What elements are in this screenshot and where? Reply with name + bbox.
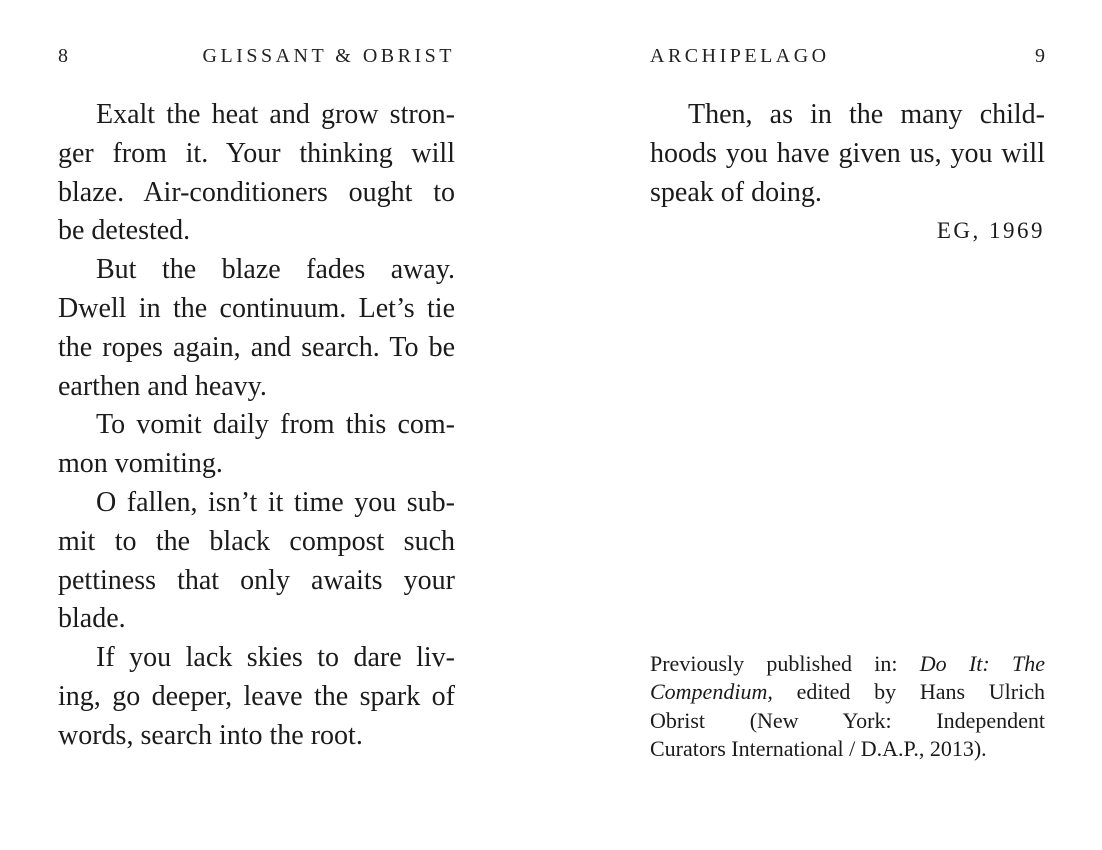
text-line: Compendium, edited by Hans Ulrich (650, 679, 1045, 705)
quote-attribution: EG, 1969 (936, 218, 1045, 244)
text-line: Exalt the heat and grow stron- (96, 99, 455, 130)
page-left (58, 44, 455, 824)
text-line: To vomit daily from this com- (96, 409, 455, 441)
text-line: hoods you have given us, you will (650, 137, 1045, 169)
text-line: words, search into the root. (58, 719, 363, 751)
running-head-left: GLISSANT & OBRIST (202, 45, 455, 67)
text-line: O fallen, isn’t it time you sub- (96, 486, 455, 518)
colophon-note (650, 650, 1045, 764)
text-line: earthen and heavy. (58, 370, 267, 402)
folio-right: 9 (1035, 45, 1045, 67)
text-line: the ropes again, and search. To be (58, 331, 455, 363)
text-line: mon vomiting. (58, 448, 223, 480)
quote-text (650, 96, 1045, 212)
text-line: ing, go deeper, leave the spark of (58, 680, 455, 712)
page-header-right (650, 44, 1045, 68)
text-line: Curators International / D.A.P., 2013). (650, 736, 987, 762)
running-head-right: ARCHIPELAGO (650, 45, 830, 67)
text-line: mit to the black compost such (58, 525, 455, 557)
page-header-left (58, 44, 455, 68)
text-line: pettiness that only awaits your (58, 564, 455, 596)
text-line: Then, as in the many child- (688, 99, 1045, 130)
text-line: be detested. (58, 215, 191, 247)
page-right (650, 44, 1045, 824)
text-line: blade. (58, 603, 126, 635)
text-line: speak of doing. (650, 176, 822, 208)
text-line: ger from it. Your thinking will (58, 137, 455, 169)
folio-left: 8 (58, 45, 68, 67)
text-line: Obrist (New York: Independent (650, 707, 1045, 733)
text-line: Previously published in: Do It: The (650, 651, 1045, 676)
text-line: Dwell in the continuum. Let’s tie (58, 292, 455, 324)
text-line: blaze. Air-conditioners ought to (58, 176, 455, 208)
text-line: But the blaze fades away. (96, 254, 455, 286)
body-text-left (58, 96, 455, 756)
text-line: If you lack skies to dare liv- (96, 642, 455, 674)
